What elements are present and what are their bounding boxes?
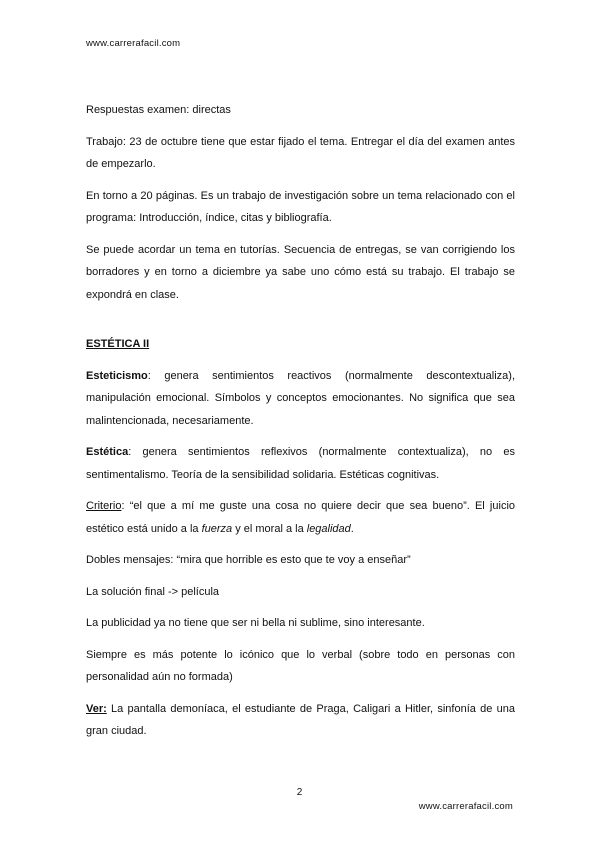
criterio-text-1: : “el que a mí me guste una cosa no quiere decir que sea bueno”. El juicio estético está unido a la (86, 500, 515, 535)
esteticismo-text: : genera sentimientos reactivos (normalmente descontextualiza), manipulación emocional. Símbolos y conceptos emocionantes. No significa que sea malintencionada, necesariamente. (86, 369, 515, 427)
ver-paragraph (86, 698, 515, 743)
document-body (86, 99, 515, 752)
criterio-paragraph (86, 495, 515, 540)
header-url: www.carrerafacil.com (86, 38, 181, 49)
dobles-mensajes-line: Dobles mensajes: “mira que horrible es esto que te voy a enseñar” (86, 554, 411, 566)
ver-term: Ver: (86, 702, 107, 715)
ver-text: La pantalla demoníaca, el estudiante de Praga, Caligari a Hitler, sinfonía de una gran ciudad. (86, 702, 515, 737)
section-title: ESTÉTICA II (86, 338, 150, 350)
criterio-term: Criterio (86, 500, 122, 512)
publicidad-line: La publicidad ya no tiene que ser ni bella ni sublime, sino interesante. (86, 617, 425, 629)
esteticismo-term: Esteticismo (86, 369, 148, 382)
criterio-text-2: y el moral a la (232, 522, 307, 535)
footer-url: www.carrerafacil.com (418, 801, 513, 812)
paginas-paragraph: En torno a 20 páginas. Es un trabajo de investigación sobre un tema relacionado con el programa: Introducción, índice, citas y bibliografía. (86, 189, 515, 224)
page-number: 2 (296, 787, 303, 798)
iconico-paragraph: Siempre es más potente lo icónico que lo verbal (sobre todo en personas con personalidad aún no formada) (86, 648, 515, 683)
estetica-term: Estética (86, 446, 129, 458)
criterio-italic-legalidad: legalidad (306, 522, 351, 535)
criterio-text-3: . (350, 522, 354, 535)
trabajo-paragraph: Trabajo: 23 de octubre tiene que estar fijado el tema. Entregar el día del examen antes de empezarlo. (86, 135, 515, 170)
criterio-italic-fuerza: fuerza (201, 522, 233, 535)
tutorias-paragraph: Se puede acordar un tema en tutorías. Secuencia de entregas, se van corrigiendo los borradores y en torno a diciembre ya sabe uno cómo está su trabajo. El trabajo se expondrá en clase. (86, 243, 515, 301)
estetica-paragraph (86, 441, 515, 486)
solucion-final-line: La solución final -> película (86, 585, 219, 598)
respuestas-paragraph: Respuestas examen: directas (86, 104, 231, 116)
esteticismo-paragraph (86, 365, 515, 433)
estetica-text: : genera sentimientos reflexivos (normalmente contextualiza), no es sentimentalismo. Teoría de la sensibilidad solidaria. Estéticas cognitivas. (86, 446, 515, 481)
